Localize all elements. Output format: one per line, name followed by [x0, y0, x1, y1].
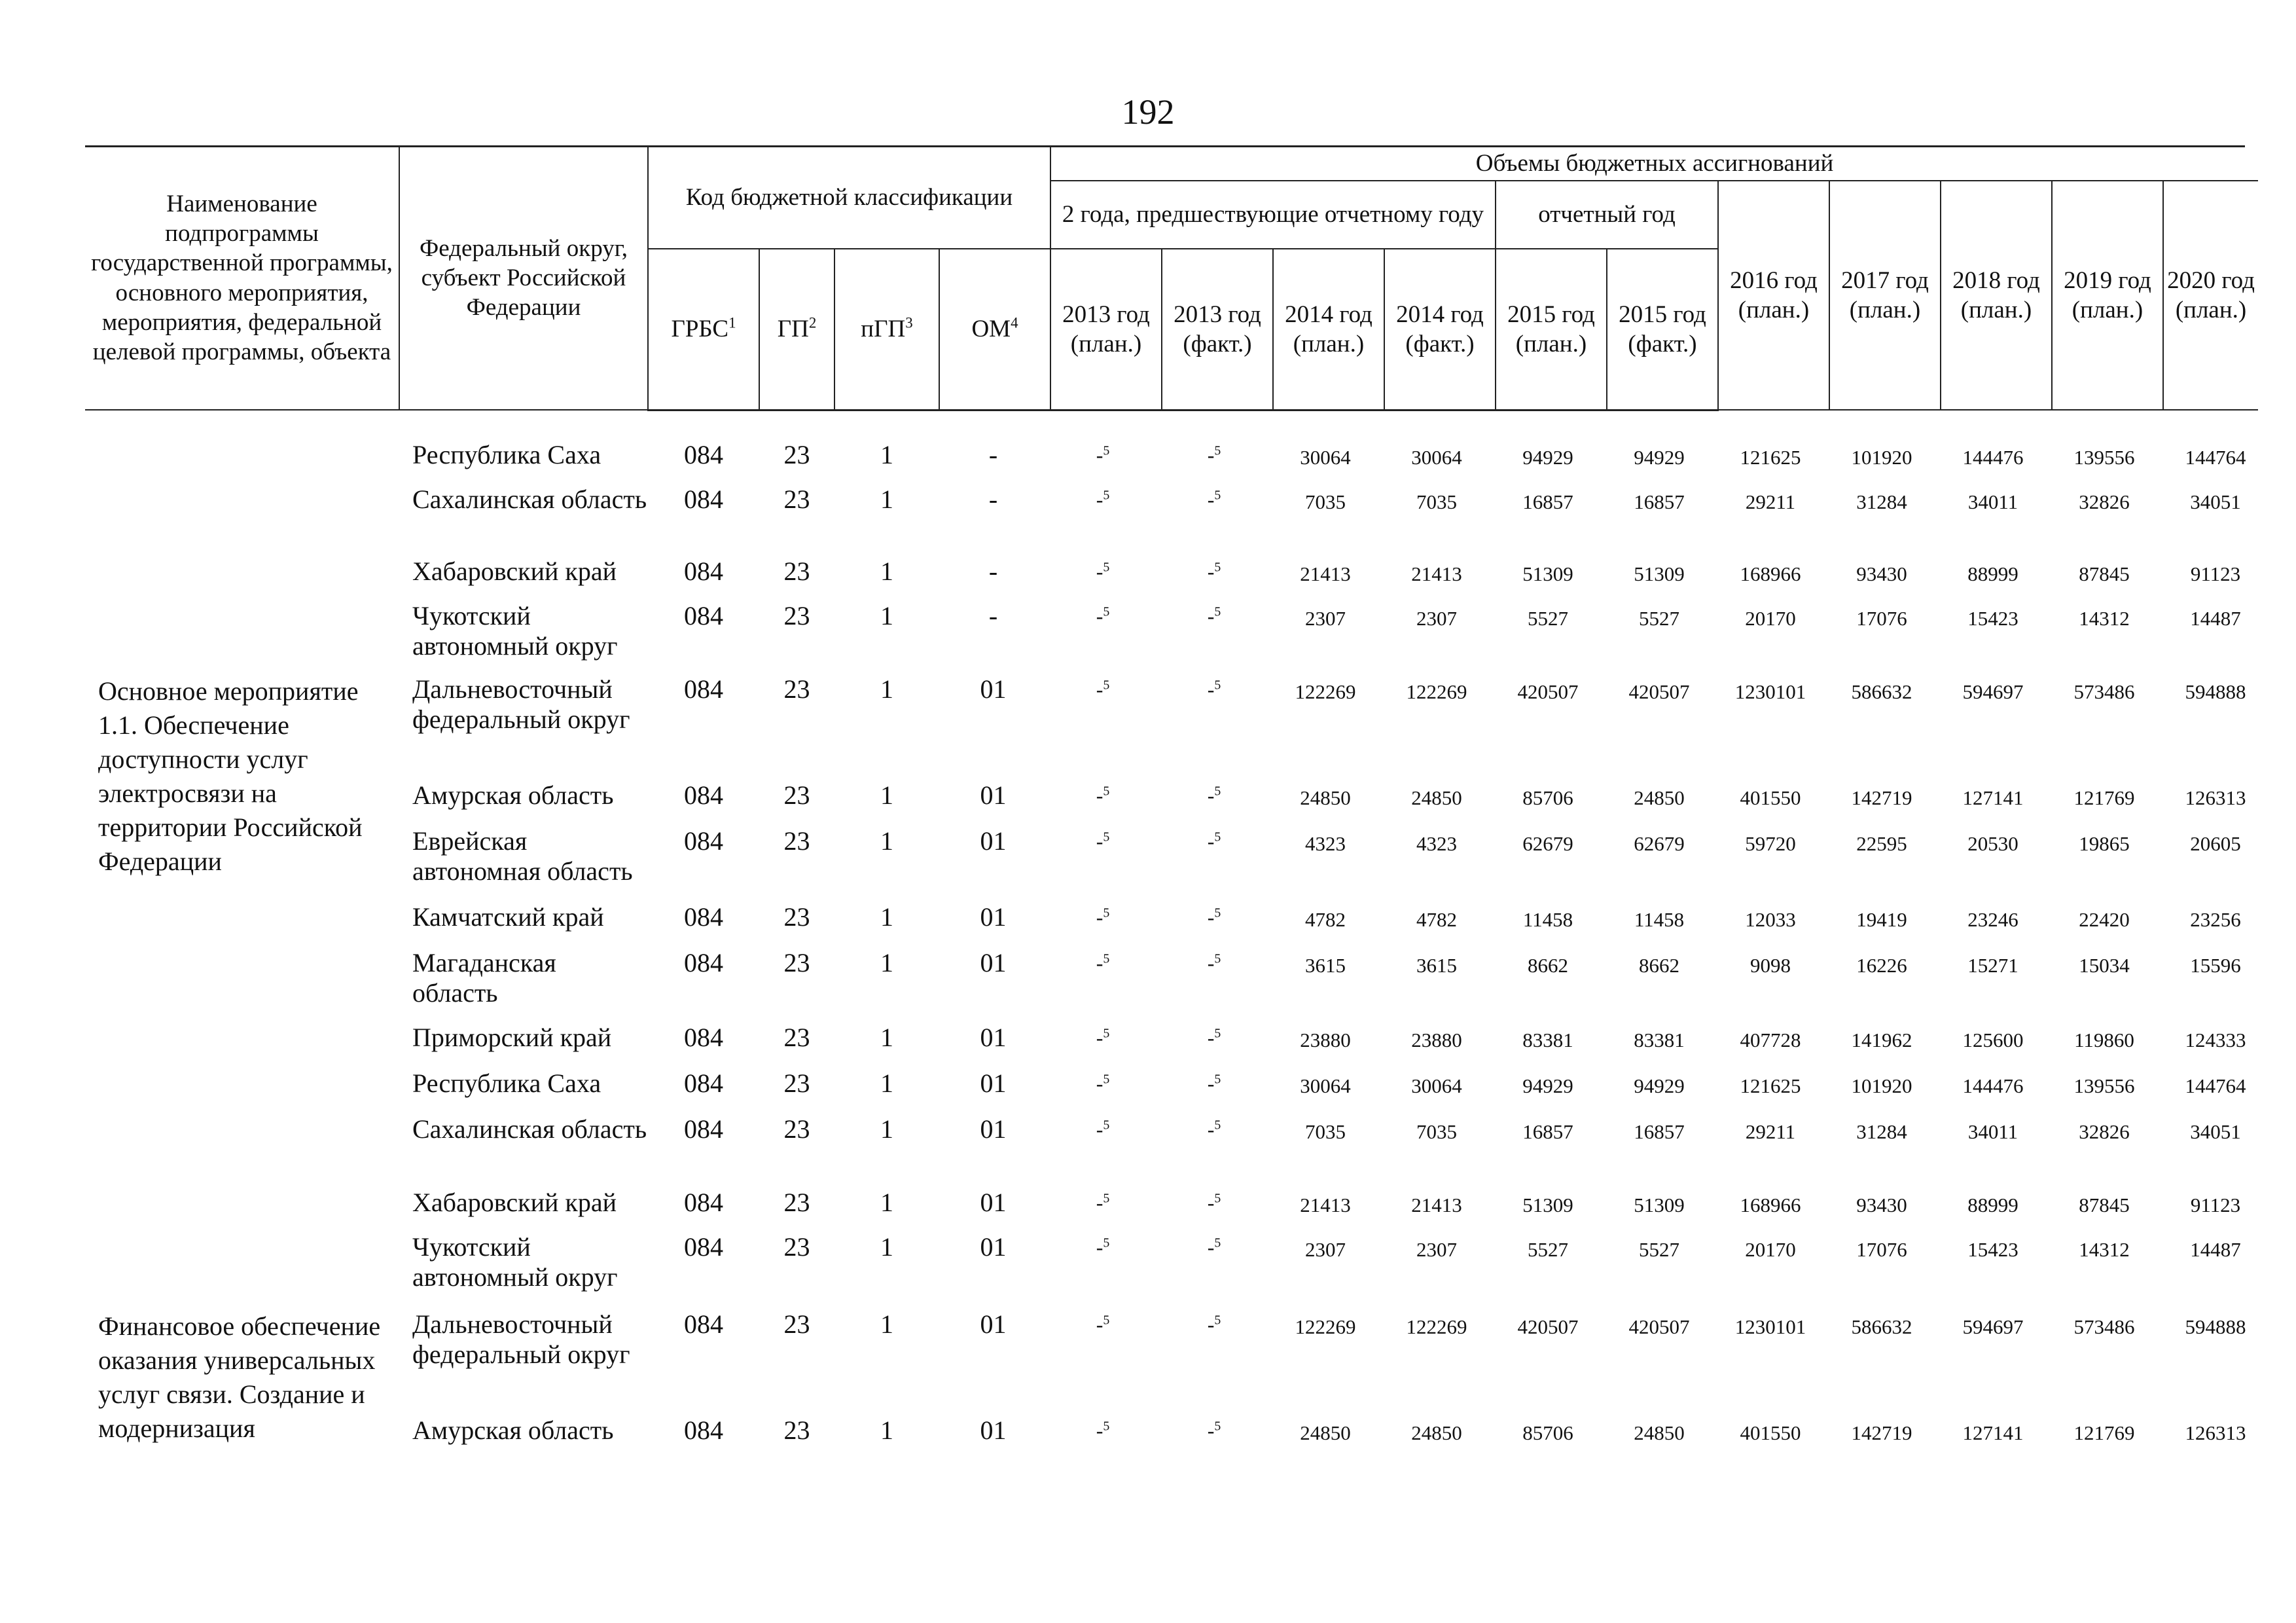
- y2019-cell: 121769: [2073, 786, 2135, 809]
- y2015-fact-cell: 16857: [1634, 490, 1685, 513]
- gp-cell: 23: [783, 440, 810, 469]
- y2018-cell: 34011: [1967, 490, 2018, 513]
- y2018-cell: 144476: [1962, 446, 2024, 469]
- y2013-fact-cell: -$^5$: [1207, 1191, 1221, 1214]
- y2014-fact-cell: 21413: [1411, 1194, 1462, 1216]
- y2014-fact-cell: 30064: [1411, 446, 1462, 469]
- y2013-plan-cell: -$^5$: [1096, 784, 1110, 807]
- y2013-fact-cell: -$^5$: [1207, 784, 1221, 807]
- y2014-fact-cell: 30064: [1411, 1074, 1462, 1097]
- y2014-fact-cell: 21413: [1411, 562, 1462, 585]
- subject-name-cell: Амурская область: [412, 780, 614, 810]
- y2014-plan-cell: 7035: [1305, 1120, 1346, 1143]
- grbs-cell: 084: [684, 1232, 723, 1262]
- grbs-cell: 084: [684, 826, 723, 856]
- y2017-cell: 93430: [1856, 1194, 1907, 1216]
- y2016-cell: 59720: [1745, 832, 1796, 855]
- subject-name-cell: Республика Саха: [412, 440, 601, 469]
- y2014-plan-cell: 21413: [1300, 562, 1351, 585]
- grbs-cell: 084: [684, 1309, 723, 1339]
- y2015-plan-cell: 85706: [1522, 1421, 1573, 1444]
- y2013-fact-cell: -$^5$: [1207, 830, 1221, 853]
- header-code-group: Код бюджетной классификации: [648, 147, 1050, 249]
- y2020-cell: 15596: [2190, 954, 2241, 977]
- y2014-fact-cell: 3615: [1416, 954, 1457, 977]
- y2014-plan-cell: 122269: [1295, 1315, 1356, 1338]
- y2014-plan-cell: 3615: [1305, 954, 1346, 977]
- grbs-cell: 084: [684, 1415, 723, 1445]
- y2015-fact-cell: 5527: [1639, 1238, 1679, 1261]
- pgp-cell: 1: [880, 780, 893, 810]
- y2019-cell: 32826: [2079, 1120, 2130, 1143]
- y2013-plan-cell: -$^5$: [1096, 1026, 1110, 1049]
- header-col-name: Наименование подпрограммы государственной программы, основного мероприятия, мероприятия, федеральной целевой программы, объекта: [85, 147, 399, 410]
- y2019-cell: 14312: [2079, 1238, 2130, 1261]
- y2015-fact-cell: 5527: [1639, 607, 1679, 630]
- y2015-plan-cell: 420507: [1517, 680, 1579, 703]
- y2014-fact-cell: 7035: [1416, 1120, 1457, 1143]
- om-cell: 01: [980, 826, 1007, 856]
- y2013-fact-cell: -$^5$: [1207, 1419, 1221, 1442]
- header-om: $ОМ^4$: [939, 249, 1050, 410]
- y2017-cell: 16226: [1856, 954, 1907, 977]
- y2014-fact-cell: 122269: [1406, 1315, 1467, 1338]
- y2016-cell: 1230101: [1734, 1315, 1806, 1338]
- subject-name-cell: Хабаровский край: [412, 1188, 617, 1217]
- y2016-cell: 401550: [1740, 1421, 1801, 1444]
- y2013-fact-cell: -$^5$: [1207, 951, 1221, 975]
- y2015-fact-cell: 16857: [1634, 1120, 1685, 1143]
- pgp-cell: 1: [880, 826, 893, 856]
- y2014-plan-cell: 23880: [1300, 1029, 1351, 1051]
- y2018-cell: 88999: [1967, 562, 2018, 585]
- subject-name-cell: Амурская область: [412, 1415, 614, 1445]
- y2020-cell: 91123: [2190, 1194, 2241, 1216]
- y2016-cell: 29211: [1745, 490, 1796, 513]
- om-cell: -: [988, 601, 998, 630]
- y2017-cell: 586632: [1851, 680, 1912, 703]
- y2013-plan-cell: -$^5$: [1096, 1072, 1110, 1095]
- grbs-cell: 084: [684, 601, 723, 630]
- y2016-cell: 20170: [1745, 607, 1796, 630]
- y2015-fact-cell: 420507: [1628, 680, 1690, 703]
- pgp-cell: 1: [880, 1188, 893, 1217]
- y2018-cell: 125600: [1962, 1029, 2024, 1051]
- y2014-fact-cell: 4782: [1416, 908, 1457, 931]
- pgp-cell: 1: [880, 902, 893, 932]
- y2014-fact-cell: 24850: [1411, 1421, 1462, 1444]
- y2016-cell: 1230101: [1734, 680, 1806, 703]
- y2018-cell: 15423: [1967, 607, 2018, 630]
- y2020-cell: 23256: [2190, 908, 2241, 931]
- header-y2018: 2018 год (план.): [1941, 181, 2052, 410]
- subject-name-cell: Камчатский край: [412, 902, 604, 932]
- subject-name-cell: Еврейская автономная область: [412, 826, 633, 886]
- grbs-cell: 084: [684, 1114, 723, 1144]
- pgp-cell: 1: [880, 484, 893, 514]
- pgp-cell: 1: [880, 948, 893, 977]
- header-grbs: ГРБС$^1$: [648, 249, 759, 410]
- om-cell: -: [988, 440, 998, 469]
- gp-cell: 23: [783, 826, 810, 856]
- y2014-plan-cell: 4323: [1305, 832, 1346, 855]
- y2014-plan-cell: 24850: [1300, 1421, 1351, 1444]
- y2015-fact-cell: 24850: [1634, 786, 1685, 809]
- y2014-plan-cell: 122269: [1295, 680, 1356, 703]
- y2016-cell: 12033: [1745, 908, 1796, 931]
- y2013-fact-cell: -$^5$: [1207, 905, 1221, 929]
- y2015-plan-cell: 94929: [1522, 1074, 1573, 1097]
- y2019-cell: 573486: [2073, 1315, 2135, 1338]
- om-cell: 01: [980, 1068, 1007, 1098]
- subject-name-cell: Сахалинская область: [412, 484, 647, 514]
- om-cell: 01: [980, 674, 1007, 704]
- y2013-fact-cell: -$^5$: [1207, 604, 1221, 628]
- y2015-fact-cell: 420507: [1628, 1315, 1690, 1338]
- y2013-fact-cell: -$^5$: [1207, 560, 1221, 583]
- y2018-cell: 34011: [1967, 1120, 2018, 1143]
- y2017-cell: 31284: [1856, 490, 1907, 513]
- y2019-cell: 22420: [2079, 908, 2130, 931]
- y2017-cell: 17076: [1856, 1238, 1907, 1261]
- y2014-plan-cell: 21413: [1300, 1194, 1351, 1216]
- y2013-plan-cell: -$^5$: [1096, 1118, 1110, 1141]
- y2018-cell: 20530: [1967, 832, 2018, 855]
- subject-name-cell: Дальневосточный федеральный округ: [412, 674, 630, 734]
- y2013-plan-cell: -$^5$: [1096, 488, 1110, 511]
- y2015-plan-cell: 51309: [1522, 562, 1573, 585]
- y2016-cell: 168966: [1740, 562, 1801, 585]
- gp-cell: 23: [783, 484, 810, 514]
- y2017-cell: 142719: [1851, 1421, 1912, 1444]
- y2019-cell: 15034: [2079, 954, 2130, 977]
- y2014-plan-cell: 2307: [1305, 607, 1346, 630]
- subject-name-cell: Приморский край: [412, 1023, 612, 1052]
- y2020-cell: 126313: [2185, 1421, 2246, 1444]
- y2020-cell: 34051: [2190, 490, 2241, 513]
- y2018-cell: 127141: [1962, 1421, 2024, 1444]
- om-cell: -: [988, 556, 998, 586]
- y2013-fact-cell: -$^5$: [1207, 1313, 1221, 1336]
- pgp-cell: 1: [880, 1232, 893, 1262]
- y2015-fact-cell: 94929: [1634, 446, 1685, 469]
- y2018-cell: 594697: [1962, 680, 2024, 703]
- y2019-cell: 119860: [2074, 1029, 2134, 1051]
- grbs-cell: 084: [684, 902, 723, 932]
- y2019-cell: 14312: [2079, 607, 2130, 630]
- y2014-plan-cell: 30064: [1300, 1074, 1351, 1097]
- header-y2017: 2017 год (план.): [1829, 181, 1941, 410]
- om-cell: 01: [980, 1023, 1007, 1052]
- y2015-plan-cell: 62679: [1522, 832, 1573, 855]
- y2019-cell: 139556: [2073, 446, 2135, 469]
- y2013-plan-cell: -$^5$: [1096, 905, 1110, 929]
- y2015-fact-cell: 11458: [1634, 908, 1685, 931]
- y2014-fact-cell: 24850: [1411, 786, 1462, 809]
- header-gp: $ГП^2$: [759, 249, 834, 410]
- y2015-plan-cell: 83381: [1522, 1029, 1573, 1051]
- pgp-cell: 1: [880, 601, 893, 630]
- y2013-fact-cell: -$^5$: [1207, 1118, 1221, 1141]
- y2013-fact-cell: -$^5$: [1207, 678, 1221, 701]
- header-y2014p: 2014 год (план.): [1273, 249, 1384, 410]
- y2020-cell: 14487: [2190, 1238, 2241, 1261]
- gp-cell: 23: [783, 1114, 810, 1144]
- grbs-cell: 084: [684, 1068, 723, 1098]
- y2013-plan-cell: -$^5$: [1096, 560, 1110, 583]
- om-cell: 01: [980, 1188, 1007, 1217]
- y2020-cell: 594888: [2185, 1315, 2246, 1338]
- om-cell: 01: [980, 780, 1007, 810]
- y2017-cell: 141962: [1851, 1029, 1912, 1051]
- subject-name-cell: Дальневосточный федеральный округ: [412, 1309, 630, 1369]
- y2015-plan-cell: 16857: [1522, 490, 1573, 513]
- gp-cell: 23: [783, 902, 810, 932]
- y2013-plan-cell: -$^5$: [1096, 1191, 1110, 1214]
- y2013-plan-cell: -$^5$: [1096, 830, 1110, 853]
- y2015-fact-cell: 83381: [1634, 1029, 1685, 1051]
- y2017-cell: 142719: [1851, 786, 1912, 809]
- om-cell: -: [988, 484, 998, 514]
- group-label-universal-services: Финансовое обеспечение оказания универсальных услуг связи. Создание и модернизация: [98, 1311, 381, 1443]
- y2019-cell: 87845: [2079, 562, 2130, 585]
- y2020-cell: 594888: [2185, 680, 2246, 703]
- y2017-cell: 22595: [1856, 832, 1907, 855]
- group-label-main-activity: Основное мероприятие 1.1. Обеспечение доступности услуг электросвязи на территории Российской Федерации: [98, 676, 363, 876]
- pgp-cell: 1: [880, 1114, 893, 1144]
- y2015-plan-cell: 16857: [1522, 1120, 1573, 1143]
- y2020-cell: 34051: [2190, 1120, 2241, 1143]
- subject-name-cell: Республика Саха: [412, 1068, 601, 1098]
- y2013-fact-cell: -$^5$: [1207, 1235, 1221, 1259]
- subject-name-cell: Магаданская область: [412, 948, 556, 1008]
- header-volumes-group: Объемы бюджетных ассигнований: [1050, 147, 2258, 181]
- y2016-cell: 9098: [1750, 954, 1791, 977]
- y2019-cell: 121769: [2073, 1421, 2135, 1444]
- y2018-cell: 594697: [1962, 1315, 2024, 1338]
- grbs-cell: 084: [684, 484, 723, 514]
- y2017-cell: 19419: [1856, 908, 1907, 931]
- y2013-plan-cell: -$^5$: [1096, 443, 1110, 467]
- y2016-cell: 29211: [1745, 1120, 1796, 1143]
- grbs-cell: 084: [684, 1023, 723, 1052]
- y2020-cell: 144764: [2185, 1074, 2246, 1097]
- y2015-plan-cell: 5527: [1528, 607, 1568, 630]
- y2016-cell: 20170: [1745, 1238, 1796, 1261]
- y2015-plan-cell: 8662: [1528, 954, 1568, 977]
- y2019-cell: 87845: [2079, 1194, 2130, 1216]
- grbs-cell: 084: [684, 780, 723, 810]
- y2014-fact-cell: 23880: [1411, 1029, 1462, 1051]
- y2013-fact-cell: -$^5$: [1207, 1072, 1221, 1095]
- y2016-cell: 401550: [1740, 786, 1801, 809]
- subject-name-cell: Хабаровский край: [412, 556, 617, 586]
- y2014-plan-cell: 2307: [1305, 1238, 1346, 1261]
- y2013-fact-cell: -$^5$: [1207, 1026, 1221, 1049]
- y2015-plan-cell: 420507: [1517, 1315, 1579, 1338]
- y2016-cell: 407728: [1740, 1029, 1801, 1051]
- y2015-fact-cell: 51309: [1634, 1194, 1685, 1216]
- y2016-cell: 121625: [1740, 1074, 1801, 1097]
- y2015-fact-cell: 62679: [1634, 832, 1685, 855]
- pgp-cell: 1: [880, 1415, 893, 1445]
- y2016-cell: 168966: [1740, 1194, 1801, 1216]
- y2013-plan-cell: -$^5$: [1096, 678, 1110, 701]
- y2019-cell: 573486: [2073, 680, 2135, 703]
- y2014-fact-cell: 2307: [1416, 1238, 1457, 1261]
- y2017-cell: 17076: [1856, 607, 1907, 630]
- y2017-cell: 586632: [1851, 1315, 1912, 1338]
- grbs-cell: 084: [684, 674, 723, 704]
- y2019-cell: 139556: [2073, 1074, 2135, 1097]
- gp-cell: 23: [783, 1309, 810, 1339]
- y2020-cell: 126313: [2185, 786, 2246, 809]
- y2016-cell: 121625: [1740, 446, 1801, 469]
- gp-cell: 23: [783, 780, 810, 810]
- y2014-fact-cell: 2307: [1416, 607, 1457, 630]
- y2015-fact-cell: 24850: [1634, 1421, 1685, 1444]
- gp-cell: 23: [783, 1188, 810, 1217]
- gp-cell: 23: [783, 1232, 810, 1262]
- om-cell: 01: [980, 1415, 1007, 1445]
- pgp-cell: 1: [880, 1023, 893, 1052]
- y2015-fact-cell: 94929: [1634, 1074, 1685, 1097]
- y2015-plan-cell: 5527: [1528, 1238, 1568, 1261]
- y2014-plan-cell: 7035: [1305, 490, 1346, 513]
- header-y2016: 2016 год (план.): [1718, 181, 1829, 410]
- om-cell: 01: [980, 1232, 1007, 1262]
- grbs-cell: 084: [684, 948, 723, 977]
- y2013-plan-cell: -$^5$: [1096, 1313, 1110, 1336]
- gp-cell: 23: [783, 948, 810, 977]
- header-y2014f: 2014 год (факт.): [1384, 249, 1496, 410]
- om-cell: 01: [980, 1114, 1007, 1144]
- y2015-plan-cell: 85706: [1522, 786, 1573, 809]
- y2019-cell: 19865: [2079, 832, 2130, 855]
- header-report-year: отчетный год: [1496, 181, 1718, 249]
- y2014-plan-cell: 30064: [1300, 446, 1351, 469]
- gp-cell: 23: [783, 1068, 810, 1098]
- y2018-cell: 127141: [1962, 786, 2024, 809]
- y2020-cell: 14487: [2190, 607, 2241, 630]
- grbs-cell: 084: [684, 440, 723, 469]
- gp-cell: 23: [783, 556, 810, 586]
- header-y2020: 2020 год (план.): [2163, 181, 2258, 410]
- om-cell: 01: [980, 948, 1007, 977]
- header-prev-years: 2 года, предшествующие отчетному году: [1050, 181, 1496, 249]
- y2018-cell: 15423: [1967, 1238, 2018, 1261]
- pgp-cell: 1: [880, 440, 893, 469]
- pgp-cell: 1: [880, 556, 893, 586]
- grbs-cell: 084: [684, 1188, 723, 1217]
- y2018-cell: 144476: [1962, 1074, 2024, 1097]
- pgp-cell: 1: [880, 1309, 893, 1339]
- pgp-cell: 1: [880, 674, 893, 704]
- y2018-cell: 15271: [1967, 954, 2018, 977]
- y2020-cell: 91123: [2190, 562, 2241, 585]
- y2017-cell: 101920: [1851, 446, 1912, 469]
- y2018-cell: 23246: [1967, 908, 2018, 931]
- y2017-cell: 101920: [1851, 1074, 1912, 1097]
- pgp-cell: 1: [880, 1068, 893, 1098]
- y2014-fact-cell: 122269: [1406, 680, 1467, 703]
- y2013-plan-cell: -$^5$: [1096, 1235, 1110, 1259]
- y2020-cell: 144764: [2185, 446, 2246, 469]
- subject-name-cell: Сахалинская область: [412, 1114, 647, 1144]
- y2015-plan-cell: 51309: [1522, 1194, 1573, 1216]
- om-cell: 01: [980, 1309, 1007, 1339]
- y2014-plan-cell: 4782: [1305, 908, 1346, 931]
- header-y2019: 2019 год (план.): [2052, 181, 2163, 410]
- header-y2013f: 2013 год (факт.): [1162, 249, 1273, 410]
- header-y2013p: 2013 год (план.): [1050, 249, 1162, 410]
- page-number: 192: [1121, 92, 1175, 132]
- y2019-cell: 32826: [2079, 490, 2130, 513]
- subject-name-cell: Чукотский автономный округ: [412, 601, 618, 661]
- y2020-cell: 20605: [2190, 832, 2241, 855]
- y2014-fact-cell: 4323: [1416, 832, 1457, 855]
- gp-cell: 23: [783, 1415, 810, 1445]
- header-pgp: пГП$^3$: [834, 249, 939, 410]
- y2015-fact-cell: 8662: [1639, 954, 1679, 977]
- y2017-cell: 93430: [1856, 562, 1907, 585]
- y2013-plan-cell: -$^5$: [1096, 951, 1110, 975]
- y2015-fact-cell: 51309: [1634, 562, 1685, 585]
- gp-cell: 23: [783, 1023, 810, 1052]
- subject-name-cell: Чукотский автономный округ: [412, 1232, 618, 1292]
- y2015-plan-cell: 11458: [1522, 908, 1573, 931]
- om-cell: 01: [980, 902, 1007, 932]
- y2017-cell: 31284: [1856, 1120, 1907, 1143]
- y2013-plan-cell: -$^5$: [1096, 604, 1110, 628]
- gp-cell: 23: [783, 674, 810, 704]
- grbs-cell: 084: [684, 556, 723, 586]
- y2013-fact-cell: -$^5$: [1207, 443, 1221, 467]
- y2014-fact-cell: 7035: [1416, 490, 1457, 513]
- header-col-subject: Федеральный округ, субъект Российской Федерации: [399, 147, 648, 410]
- y2014-plan-cell: 24850: [1300, 786, 1351, 809]
- header-y2015p: 2015 год (план.): [1496, 249, 1607, 410]
- y2020-cell: 124333: [2185, 1029, 2246, 1051]
- gp-cell: 23: [783, 601, 810, 630]
- y2018-cell: 88999: [1967, 1194, 2018, 1216]
- y2015-plan-cell: 94929: [1522, 446, 1573, 469]
- header-y2015f: 2015 год (факт.): [1607, 249, 1718, 410]
- y2013-fact-cell: -$^5$: [1207, 488, 1221, 511]
- y2013-plan-cell: -$^5$: [1096, 1419, 1110, 1442]
